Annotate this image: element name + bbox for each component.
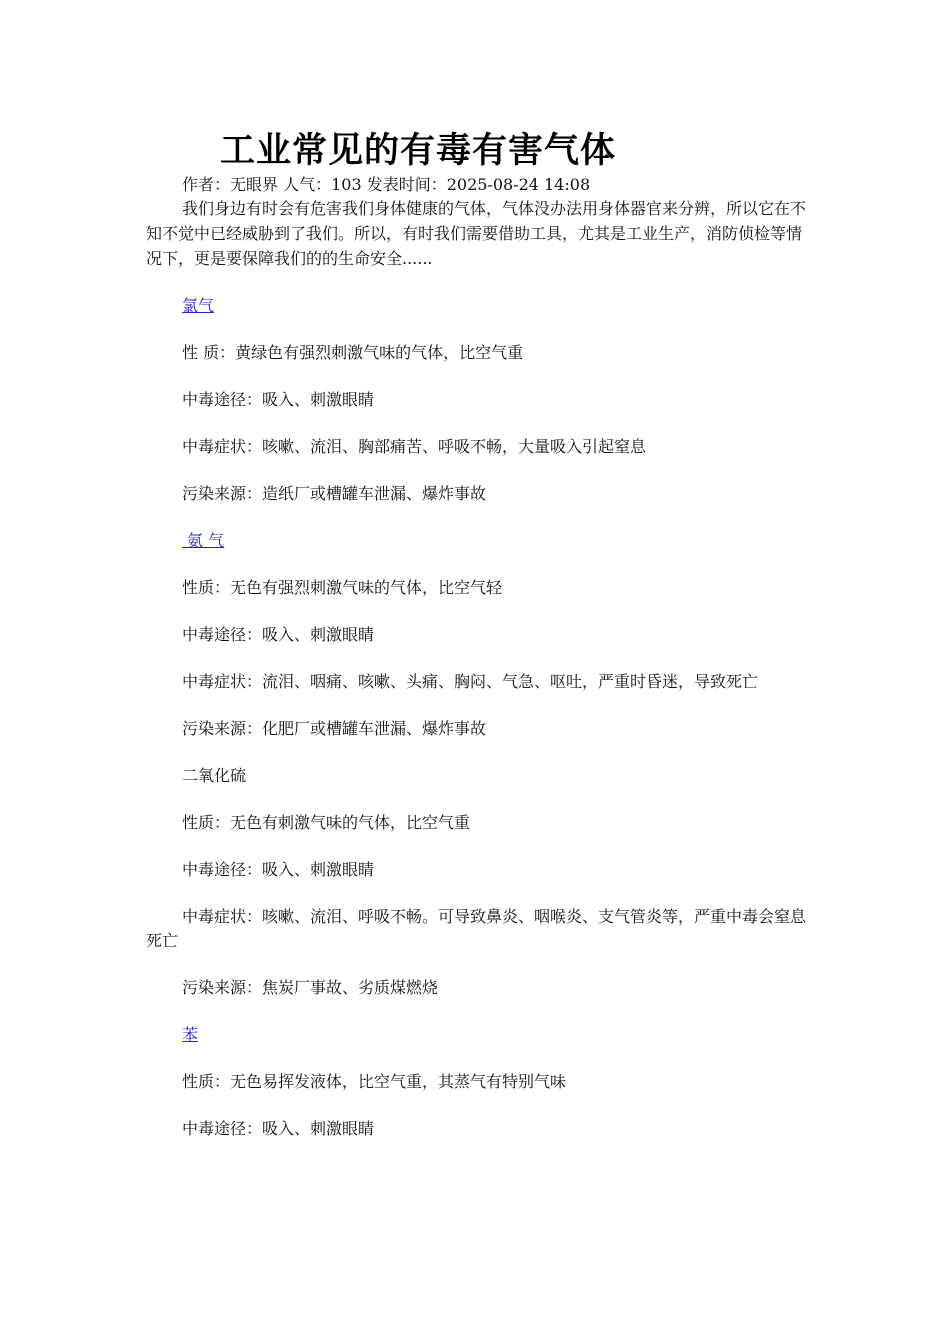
- section-line: 性 质：黄绿色有强烈刺激气味的气体，比空气重: [182, 343, 524, 362]
- section-heading: [146, 529, 806, 553]
- section-heading: [146, 1023, 806, 1047]
- section-heading-link[interactable]: 苯: [182, 1025, 199, 1044]
- section-heading: 二氧化硫: [182, 766, 247, 785]
- section-line: 性质：无色易挥发液体，比空气重，其蒸气有特别气味: [182, 1072, 567, 1091]
- section-line: 中毒症状：流泪、咽痛、咳嗽、头痛、胸闷、气急、呕吐，严重时昏迷，导致死亡: [182, 672, 759, 691]
- section-line: 污染来源：焦炭厂事故、劣质煤燃烧: [182, 978, 439, 997]
- section-line: 性质：无色有强烈刺激气味的气体，比空气轻: [182, 578, 503, 597]
- article-intro: 我们身边有时会有危害我们身体健康的气体，气体没办法用身体器官来分辨，所以它在不知不觉中已经威胁到了我们。所以，有时我们需要借助工具，尤其是工业生产，消防侦检等情况下，更是要保障我们的的生命安全......: [146, 199, 807, 268]
- article-meta: 作者：无眼界 人气：103 发表时间：2025-08-24 14:08: [182, 175, 591, 194]
- section-line: 污染来源：化肥厂或槽罐车泄漏、爆炸事故: [182, 719, 487, 738]
- article-page: [146, 128, 806, 1141]
- section-line: 中毒途径：吸入、刺激眼睛: [182, 1119, 375, 1138]
- section-line: 性质：无色有刺激气味的气体，比空气重: [182, 813, 471, 832]
- section-heading-link[interactable]: 氯气: [182, 296, 215, 315]
- section-heading-link[interactable]: 氨 气: [182, 531, 225, 550]
- section-line: 中毒途径：吸入、刺激眼睛: [182, 860, 375, 879]
- section-heading: [146, 294, 806, 318]
- section-line: 中毒症状：咳嗽、流泪、胸部痛苦、呼吸不畅，大量吸入引起窒息: [182, 437, 647, 456]
- article-sections: [146, 294, 806, 1141]
- section-line: 中毒途径：吸入、刺激眼睛: [182, 390, 375, 409]
- section-line: 中毒途径：吸入、刺激眼睛: [182, 625, 375, 644]
- article-title: 工业常见的有毒有害气体: [220, 131, 617, 171]
- section-line: 污染来源：造纸厂或槽罐车泄漏、爆炸事故: [182, 484, 487, 503]
- section-line: 中毒症状：咳嗽、流泪、呼吸不畅。可导致鼻炎、咽喉炎、支气管炎等，严重中毒会窒息死亡: [146, 907, 807, 950]
